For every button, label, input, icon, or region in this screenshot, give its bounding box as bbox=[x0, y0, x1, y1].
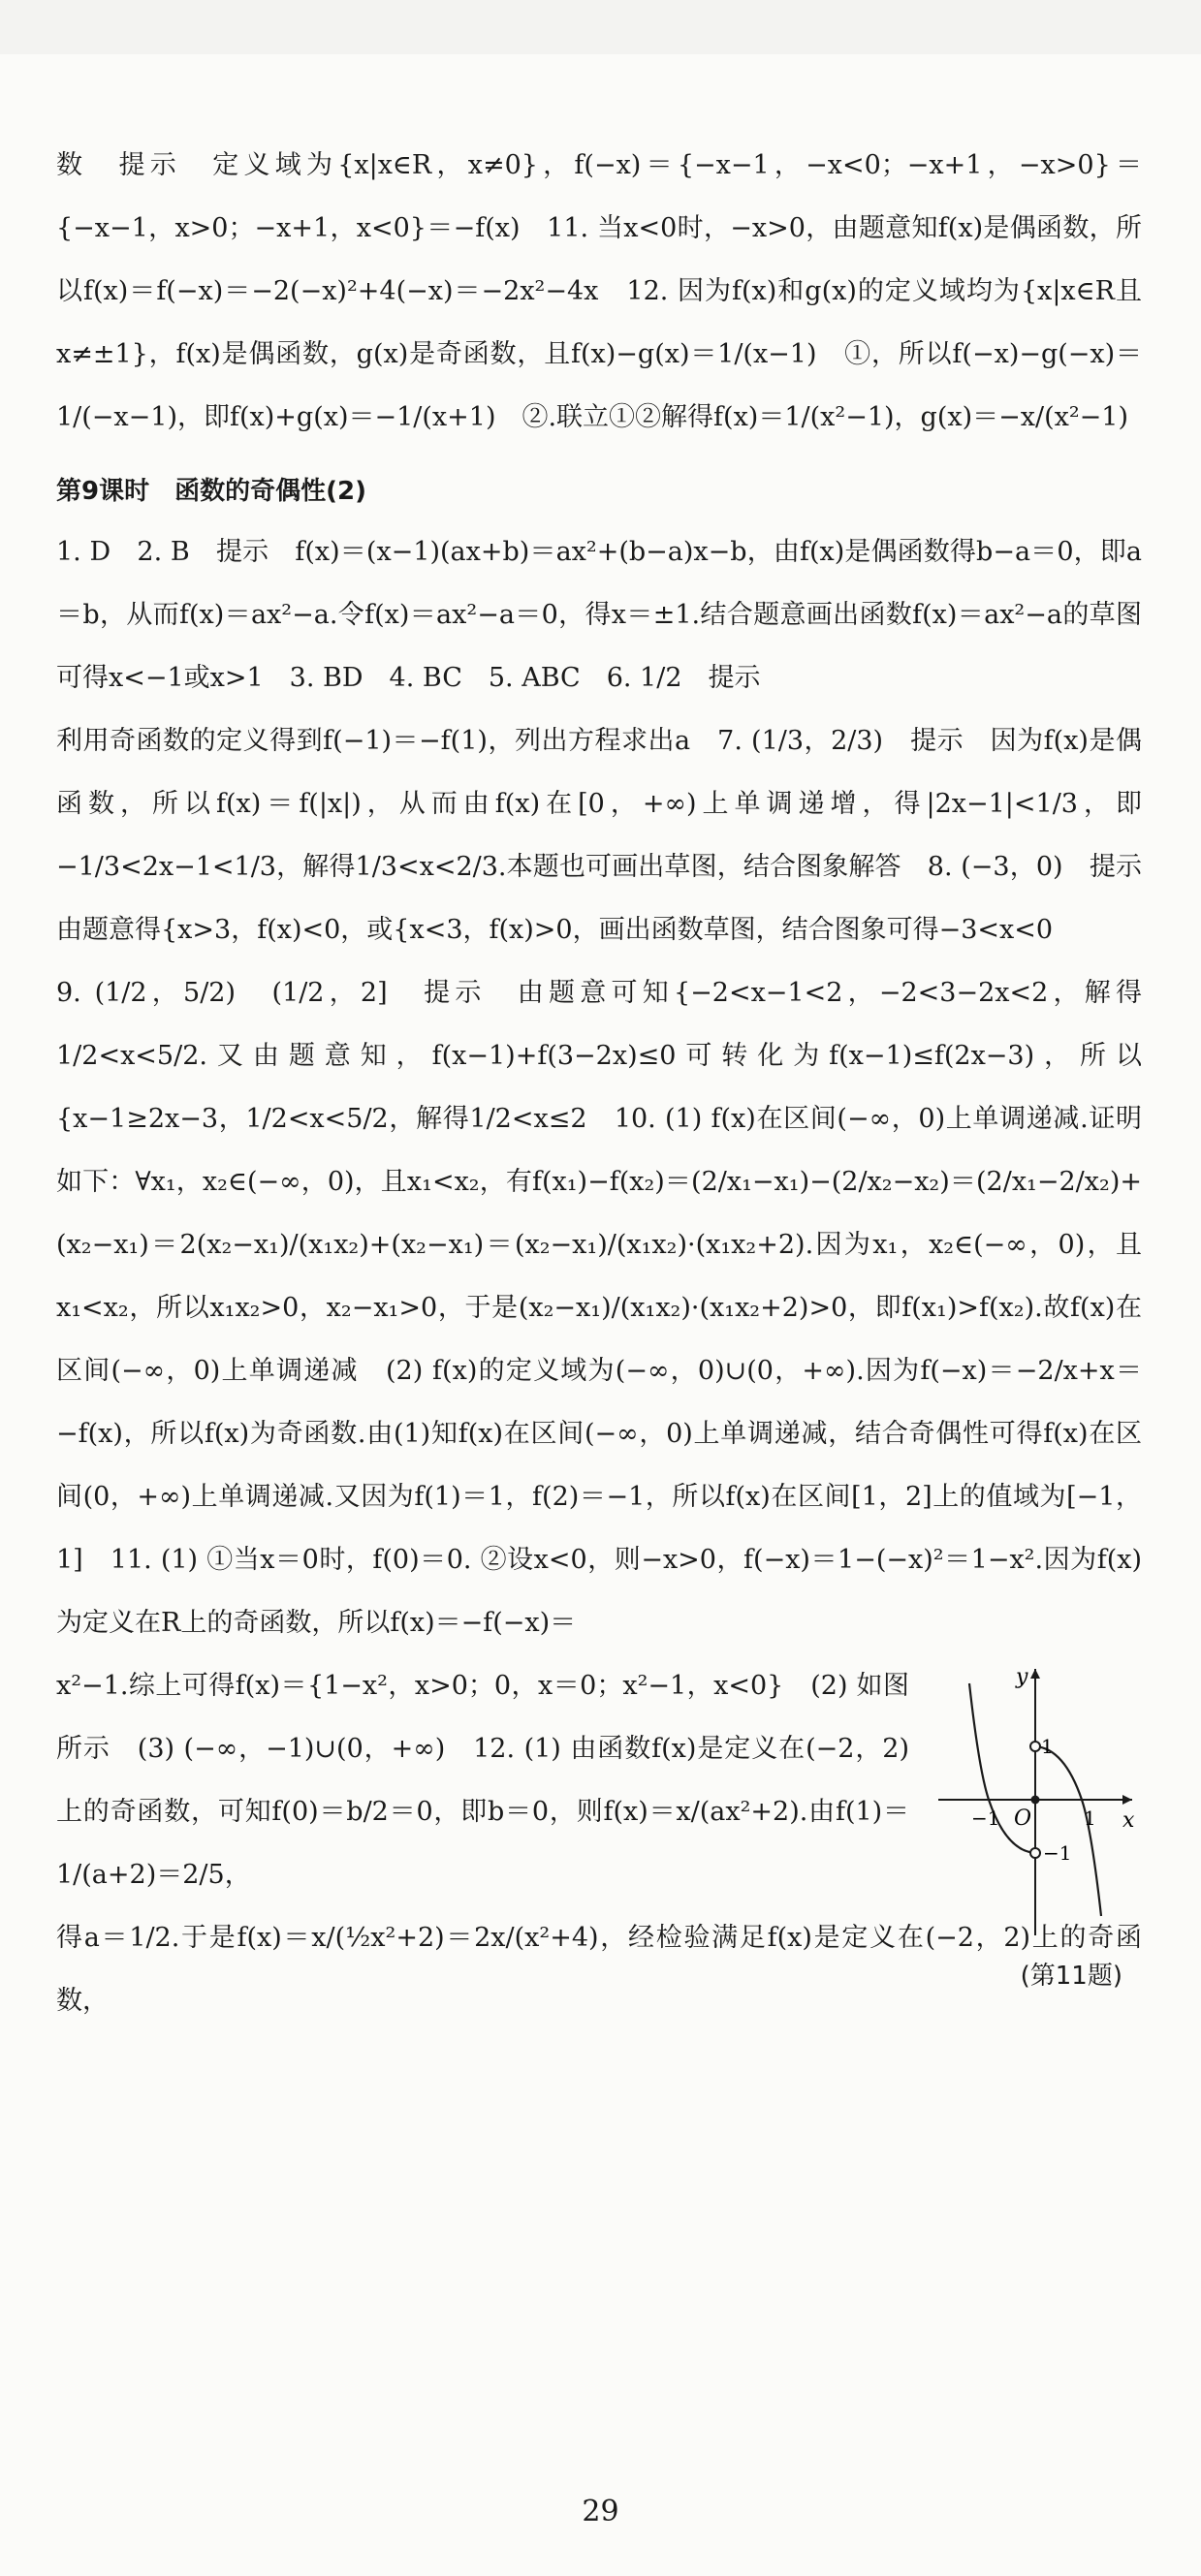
open-point-top bbox=[1030, 1742, 1040, 1751]
q11-graph-figure bbox=[929, 1654, 1142, 1991]
q11-graph-svg bbox=[929, 1654, 1142, 1945]
figure-caption: (第11题) bbox=[1020, 1962, 1122, 1991]
y-neg-one-label: −1 bbox=[1043, 1841, 1072, 1865]
curve-positive-branch bbox=[1035, 1746, 1101, 1916]
paragraph-continuation: 数 提示 定义域为{x|x∈R，x≠0}，f(−x)＝{−x−1，−x<0；−x+1，−x>0}＝{−x−1，x>0；−x+1，x<0}＝−f(x) 11. 当x<0时，−x>0，由题意知f(x)是偶函数，所以f(x)＝f(−x)＝−2(−x)²+4(−x)＝−2x²−4x 12. 因为f(x)和g(x)的定义域均为{x|x∈R且x≠±1}，f(x)是偶函数，g(x)是奇函数，且f(x)−g(x)＝1/(x−1) ①，所以f(−x)−g(−x)＝1/(−x−1)，即f(x)+g(x)＝−1/(x+1) ②.联立①②解得f(x)＝1/(x²−1)，g(x)＝−x/(x²−1) bbox=[56, 150, 1142, 432]
paragraph-q9-11: 9. (1/2，5/2) (1/2，2] 提示 由题意可知{−2<x−1<2，−2<3−2x<2，解得1/2<x<5/2.又由题意知，f(x−1)+f(3−2x)≤0可转化为f(x−1)≤f(2x−3)，所以{x−1≥2x−3，1/2<x<5/2，解得1/2<x≤2 10. (1) f(x)在区间(−∞，0)上单调递减.证明如下：∀x₁，x₂∈(−∞，0)，且x₁<x₂，有f(x₁)−f(x₂)＝(2/x₁−x₁)−(2/x₂−x₂)＝(2/x₁−2/x₂)+(x₂−x₁)＝2(x₂−x₁)/(x₁x₂)+(x₂−x₁)＝(x₂−x₁)/(x₁x₂)·(x₁x₂+2).因为x₁，x₂∈(−∞，0)，且x₁<x₂，所以x₁x₂>0，x₂−x₁>0，于是(x₂−x₁)/(x₁x₂)·(x₁x₂+2)>0，即f(x₁)>f(x₂).故f(x)在区间(−∞，0)上单调递减 (2) f(x)的定义域为(−∞，0)∪(0，+∞).因为f(−x)＝−2/x+x＝−f(x)，所以f(x)为奇函数.由(1)知f(x)在区间(−∞，0)上单调递减，结合奇偶性可得f(x)在区间(0，+∞)上单调递减.又因为f(1)＝1，f(2)＝−1，所以f(x)在区间[1，2]上的值域为[−1，1] 11. (1) ①当x＝0时，f(0)＝0. ②设x<0，则−x>0，f(−x)＝1−(−x)²＝1−x².因为f(x)为定义在R上的奇函数，所以f(x)＝−f(−x)＝ bbox=[56, 978, 1142, 1638]
y-one-label: 1 bbox=[1041, 1735, 1054, 1758]
open-point-bottom bbox=[1030, 1848, 1040, 1858]
page-number: 29 bbox=[582, 2495, 619, 2529]
x-axis-label: x bbox=[1122, 1808, 1135, 1833]
paragraph-q6-8: 利用奇函数的定义得到f(−1)＝−f(1)，列出方程求出a 7. (1/3，2/3) 提示 因为f(x)是偶函数，所以f(x)＝f(|x|)，从而由f(x)在[0，+∞)上单调递增，得|2x−1|<1/3，即−1/3<2x−1<1/3，解得1/3<x<2/3.本题也可画出草图，结合图象解答 8. (−3，0) 提示 由题意得{x>3，f(x)<0，或{x<3，f(x)>0，画出函数草图，结合图象可得−3<x<0 bbox=[56, 726, 1168, 945]
x-axis-arrow bbox=[1122, 1795, 1132, 1805]
x-one-label: 1 bbox=[1084, 1806, 1096, 1830]
top-margin bbox=[0, 0, 1201, 54]
paragraph-q11-12: x²−1.综上可得f(x)＝{1−x²，x>0；0，x＝0；x²−1，x<0} (2) 如图所示 (3) (−∞，−1)∪(0，+∞) 12. (1) 由函数f(x)是定义在(−2，2)上的奇函数，可知f(0)＝b/2＝0，即b＝0，则f(x)＝x/(ax²+2).由f(1)＝1/(a+2)＝2/5， bbox=[56, 1671, 909, 1890]
answer-content bbox=[56, 134, 1168, 2032]
origin-label: O bbox=[1014, 1806, 1032, 1831]
origin-point bbox=[1031, 1796, 1040, 1805]
lesson-title: 第9课时 函数的奇偶性(2) bbox=[56, 477, 366, 506]
y-axis-label: y bbox=[1016, 1665, 1028, 1689]
paragraph-q1-6: 1. D 2. B 提示 f(x)＝(x−1)(ax+b)＝ax²+(b−a)x−b，由f(x)是偶函数得b−a＝0，即a＝b，从而f(x)＝ax²−a.令f(x)＝ax²−a＝0，得x＝±1.结合题意画出函数f(x)＝ax²−a的草图可得x<−1或x>1 3. BD 4. BC 5. ABC 6. 1/2 提示 bbox=[56, 537, 1142, 693]
y-axis-arrow bbox=[1030, 1669, 1040, 1679]
paragraph-final: 得a＝1/2.于是f(x)＝x/(½x²+2)＝2x/(x²+4)，经检验满足f(x)是定义在(−2，2)上的奇函数， bbox=[56, 1923, 1142, 2016]
x-neg-one-label: −1 bbox=[971, 1806, 1000, 1830]
